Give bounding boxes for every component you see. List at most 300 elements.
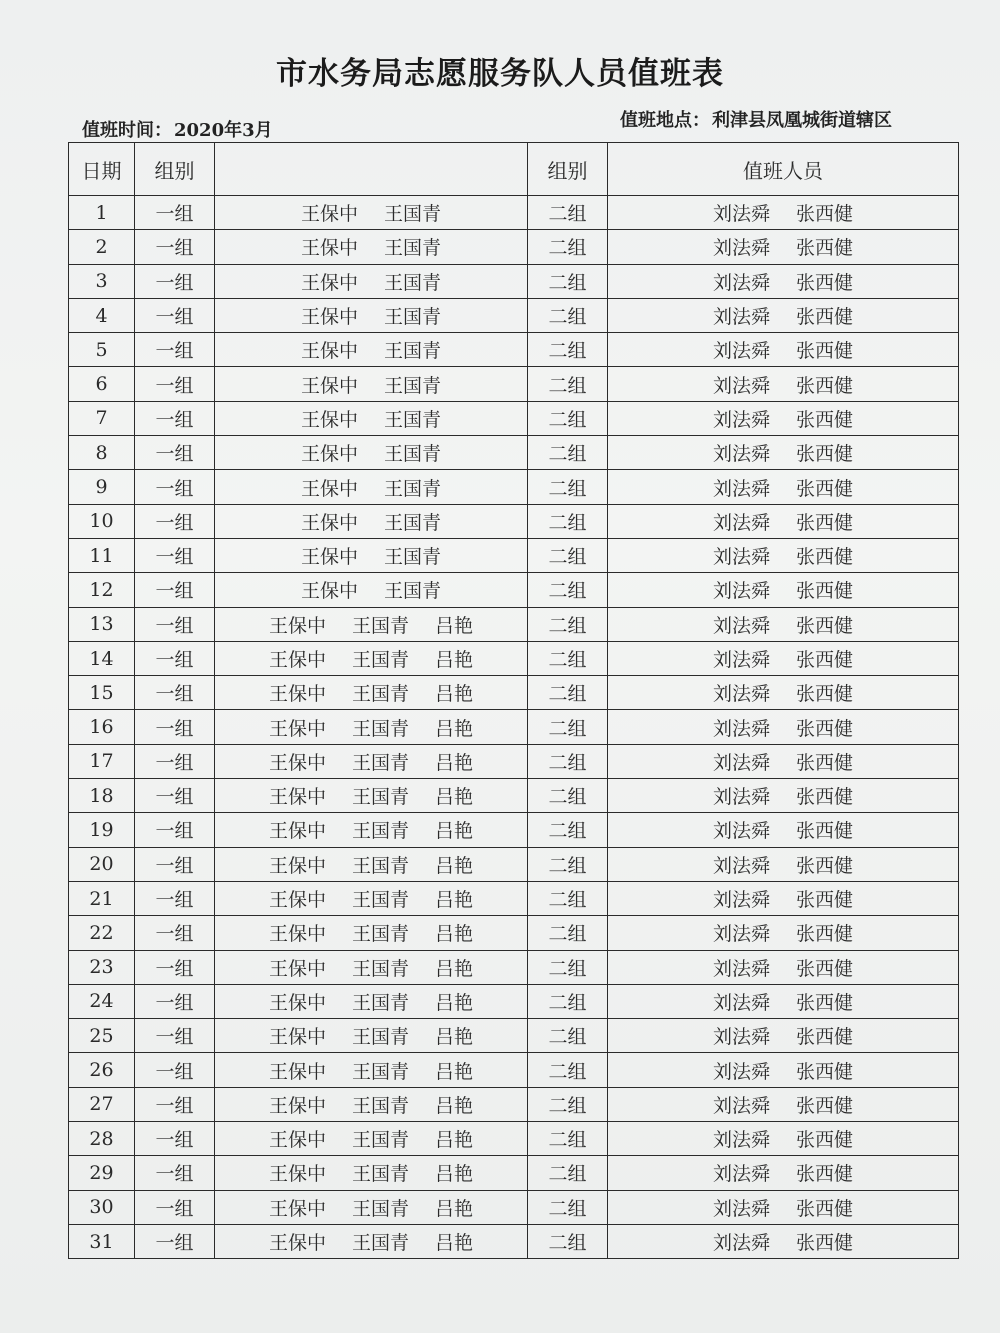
staff1-cell	[215, 1053, 528, 1087]
group1-cell: 一组	[135, 916, 215, 950]
staff-name: 刘法舜	[712, 820, 770, 843]
staff-name: 刘法舜	[712, 614, 770, 637]
staff2-cell	[608, 1019, 959, 1053]
group2-cell: 二组	[528, 881, 608, 915]
staff-name: 王国青	[384, 511, 442, 534]
staff2-cell	[608, 607, 959, 641]
staff-name: 张西健	[796, 820, 854, 843]
day-cell: 23	[69, 950, 135, 984]
table-row	[69, 984, 959, 1018]
day-cell: 27	[69, 1087, 135, 1121]
table-row	[69, 298, 959, 332]
group2-cell: 二组	[528, 950, 608, 984]
group2-cell: 二组	[528, 230, 608, 264]
table-row	[69, 1224, 959, 1258]
staff-name: 王国青	[351, 717, 409, 740]
header-date: 日期	[69, 143, 135, 196]
group2-cell: 二组	[528, 333, 608, 367]
staff1-cell	[215, 744, 528, 778]
table-row	[69, 367, 959, 401]
group1-cell: 一组	[135, 401, 215, 435]
staff-name: 吕艳	[435, 957, 474, 980]
day-cell: 17	[69, 744, 135, 778]
group1-cell: 一组	[135, 1087, 215, 1121]
table-row	[69, 881, 959, 915]
staff-name: 吕艳	[435, 1197, 474, 1220]
staff-name: 刘法舜	[712, 957, 770, 980]
group1-cell: 一组	[135, 1224, 215, 1258]
staff1-cell	[215, 676, 528, 710]
staff-name: 刘法舜	[712, 717, 770, 740]
staff-name: 王国青	[351, 991, 409, 1014]
staff2-cell	[608, 744, 959, 778]
staff-name: 王保中	[268, 614, 326, 637]
staff-name: 王保中	[268, 1026, 326, 1049]
staff1-cell	[215, 779, 528, 813]
staff-name: 王保中	[268, 889, 326, 912]
staff-name: 吕艳	[435, 786, 474, 809]
staff-name: 张西健	[796, 889, 854, 912]
staff-name: 吕艳	[435, 1129, 474, 1152]
group2-cell: 二组	[528, 779, 608, 813]
staff-name: 刘法舜	[712, 580, 770, 603]
staff-name: 吕艳	[435, 1163, 474, 1186]
group1-cell: 一组	[135, 813, 215, 847]
staff-name: 张西健	[796, 374, 854, 397]
group1-cell: 一组	[135, 1122, 215, 1156]
staff-name: 刘法舜	[712, 1094, 770, 1117]
staff-name: 刘法舜	[712, 477, 770, 500]
staff-name: 刘法舜	[712, 1060, 770, 1083]
staff1-cell	[215, 1156, 528, 1190]
day-cell: 16	[69, 710, 135, 744]
staff-name: 吕艳	[435, 1026, 474, 1049]
staff-name: 张西健	[796, 1197, 854, 1220]
staff-name: 刘法舜	[712, 1026, 770, 1049]
staff1-cell	[215, 230, 528, 264]
group1-cell: 一组	[135, 230, 215, 264]
day-cell: 24	[69, 984, 135, 1018]
staff-name: 王保中	[268, 1129, 326, 1152]
staff1-cell	[215, 641, 528, 675]
staff-name: 吕艳	[435, 923, 474, 946]
day-cell: 2	[69, 230, 135, 264]
staff-name: 王保中	[268, 1197, 326, 1220]
staff-name: 刘法舜	[712, 923, 770, 946]
table-row	[69, 744, 959, 778]
group1-cell: 一组	[135, 676, 215, 710]
staff-name: 吕艳	[435, 1060, 474, 1083]
group2-cell: 二组	[528, 504, 608, 538]
group2-cell: 二组	[528, 264, 608, 298]
group2-cell: 二组	[528, 538, 608, 572]
day-cell: 1	[69, 196, 135, 230]
staff1-cell	[215, 538, 528, 572]
staff-name: 王国青	[351, 1026, 409, 1049]
staff-name: 张西健	[796, 717, 854, 740]
group1-cell: 一组	[135, 847, 215, 881]
group2-cell: 二组	[528, 401, 608, 435]
group1-cell: 一组	[135, 1156, 215, 1190]
staff-name: 王国青	[384, 237, 442, 260]
table-row	[69, 1087, 959, 1121]
staff1-cell	[215, 196, 528, 230]
day-cell: 5	[69, 333, 135, 367]
table-row	[69, 401, 959, 435]
day-cell: 3	[69, 264, 135, 298]
staff2-cell	[608, 950, 959, 984]
group1-cell: 一组	[135, 1190, 215, 1224]
staff-name: 王保中	[300, 306, 358, 329]
staff-name: 刘法舜	[712, 271, 770, 294]
staff1-cell	[215, 573, 528, 607]
day-cell: 31	[69, 1224, 135, 1258]
group1-cell: 一组	[135, 504, 215, 538]
staff1-cell	[215, 916, 528, 950]
staff-name: 王国青	[384, 408, 442, 431]
staff-name: 吕艳	[435, 820, 474, 843]
staff2-cell	[608, 813, 959, 847]
staff-name: 张西健	[796, 477, 854, 500]
staff2-cell	[608, 264, 959, 298]
staff-name: 王国青	[351, 1094, 409, 1117]
staff-name: 张西健	[796, 1129, 854, 1152]
table-row	[69, 333, 959, 367]
group2-cell: 二组	[528, 470, 608, 504]
header-group2: 组别	[528, 143, 608, 196]
table-row	[69, 813, 959, 847]
staff2-cell	[608, 779, 959, 813]
staff2-cell	[608, 1053, 959, 1087]
group2-cell: 二组	[528, 573, 608, 607]
duty-time-value: 2020年3月	[174, 120, 273, 141]
day-cell: 13	[69, 607, 135, 641]
staff2-cell	[608, 1156, 959, 1190]
staff-name: 王保中	[300, 340, 358, 363]
staff2-cell	[608, 196, 959, 230]
group1-cell: 一组	[135, 744, 215, 778]
staff1-cell	[215, 264, 528, 298]
group2-cell: 二组	[528, 676, 608, 710]
table-row	[69, 573, 959, 607]
staff-name: 王国青	[351, 1232, 409, 1255]
table-row	[69, 950, 959, 984]
staff-name: 王保中	[268, 1060, 326, 1083]
staff-name: 王保中	[300, 546, 358, 569]
staff2-cell	[608, 1224, 959, 1258]
staff-name: 张西健	[796, 203, 854, 226]
group1-cell: 一组	[135, 1019, 215, 1053]
staff-name: 王国青	[351, 923, 409, 946]
staff-name: 张西健	[796, 854, 854, 877]
staff1-cell	[215, 710, 528, 744]
staff-name: 王保中	[300, 511, 358, 534]
staff-name: 张西健	[796, 991, 854, 1014]
day-cell: 19	[69, 813, 135, 847]
staff-name: 张西健	[796, 408, 854, 431]
group1-cell: 一组	[135, 1053, 215, 1087]
staff2-cell	[608, 641, 959, 675]
staff-name: 张西健	[796, 511, 854, 534]
table-row	[69, 470, 959, 504]
staff-name: 刘法舜	[712, 408, 770, 431]
staff2-cell	[608, 847, 959, 881]
staff-name: 张西健	[796, 1232, 854, 1255]
staff1-cell	[215, 401, 528, 435]
staff-name: 王国青	[384, 340, 442, 363]
group1-cell: 一组	[135, 264, 215, 298]
group2-cell: 二组	[528, 1053, 608, 1087]
group1-cell: 一组	[135, 538, 215, 572]
staff-name: 吕艳	[435, 614, 474, 637]
day-cell: 15	[69, 676, 135, 710]
staff-name: 刘法舜	[712, 1129, 770, 1152]
group1-cell: 一组	[135, 573, 215, 607]
staff1-cell	[215, 1190, 528, 1224]
duty-place-value: 利津县凤凰城街道辖区	[712, 110, 892, 131]
staff-name: 王保中	[300, 580, 358, 603]
staff-name: 王国青	[351, 751, 409, 774]
day-cell: 26	[69, 1053, 135, 1087]
staff-name: 王保中	[300, 237, 358, 260]
group1-cell: 一组	[135, 641, 215, 675]
staff-name: 刘法舜	[712, 511, 770, 534]
staff-name: 王保中	[268, 649, 326, 671]
staff-name: 刘法舜	[712, 786, 770, 809]
staff-name: 张西健	[796, 271, 854, 294]
staff-name: 刘法舜	[712, 546, 770, 569]
staff2-cell	[608, 436, 959, 470]
staff-name: 吕艳	[435, 1094, 474, 1117]
table-row	[69, 847, 959, 881]
staff-name: 张西健	[796, 580, 854, 603]
staff-name: 刘法舜	[712, 991, 770, 1014]
header-group1: 组别	[135, 143, 215, 196]
staff-name: 吕艳	[435, 649, 474, 671]
group2-cell: 二组	[528, 436, 608, 470]
day-cell: 6	[69, 367, 135, 401]
table-header-row	[69, 143, 959, 196]
staff-name: 张西健	[796, 751, 854, 774]
table-row	[69, 607, 959, 641]
group1-cell: 一组	[135, 984, 215, 1018]
staff-name: 王国青	[351, 649, 409, 671]
staff-name: 张西健	[796, 1026, 854, 1049]
group1-cell: 一组	[135, 470, 215, 504]
group2-cell: 二组	[528, 641, 608, 675]
day-cell: 22	[69, 916, 135, 950]
staff2-cell	[608, 298, 959, 332]
staff-name: 王保中	[268, 991, 326, 1014]
staff-name: 刘法舜	[712, 751, 770, 774]
staff-name: 王保中	[268, 786, 326, 809]
staff-name: 张西健	[796, 237, 854, 260]
group2-cell: 二组	[528, 607, 608, 641]
staff-name: 张西健	[796, 546, 854, 569]
duty-time-label: 值班时间：	[82, 120, 172, 141]
staff-name: 吕艳	[435, 889, 474, 912]
table-row	[69, 641, 959, 675]
day-cell: 10	[69, 504, 135, 538]
group2-cell: 二组	[528, 1156, 608, 1190]
staff2-cell	[608, 538, 959, 572]
staff-name: 王保中	[268, 820, 326, 843]
staff-name: 王保中	[268, 1163, 326, 1186]
day-cell: 7	[69, 401, 135, 435]
staff-name: 王国青	[384, 306, 442, 329]
table-row	[69, 1122, 959, 1156]
staff1-cell	[215, 1087, 528, 1121]
staff-name: 张西健	[796, 1060, 854, 1083]
group2-cell: 二组	[528, 1087, 608, 1121]
day-cell: 12	[69, 573, 135, 607]
staff2-cell	[608, 916, 959, 950]
staff-name: 王国青	[384, 271, 442, 294]
staff1-cell	[215, 333, 528, 367]
staff-name: 王国青	[384, 580, 442, 603]
staff-name: 王保中	[268, 854, 326, 877]
duty-place	[618, 106, 892, 132]
staff-name: 张西健	[796, 340, 854, 363]
staff1-cell	[215, 607, 528, 641]
staff-name: 王保中	[268, 717, 326, 740]
staff-name: 王国青	[351, 683, 409, 706]
group1-cell: 一组	[135, 607, 215, 641]
staff-name: 刘法舜	[712, 1163, 770, 1186]
group2-cell: 二组	[528, 847, 608, 881]
duty-roster-table	[68, 142, 959, 1259]
staff-name: 吕艳	[435, 991, 474, 1014]
staff1-cell	[215, 367, 528, 401]
staff2-cell	[608, 881, 959, 915]
staff1-cell	[215, 1019, 528, 1053]
staff-name: 吕艳	[435, 717, 474, 740]
staff-name: 王国青	[351, 889, 409, 912]
staff-name: 刘法舜	[712, 306, 770, 329]
staff-name: 张西健	[796, 957, 854, 980]
staff-name: 刘法舜	[712, 443, 770, 466]
group2-cell: 二组	[528, 1224, 608, 1258]
day-cell: 28	[69, 1122, 135, 1156]
group1-cell: 一组	[135, 710, 215, 744]
staff2-cell	[608, 676, 959, 710]
group2-cell: 二组	[528, 813, 608, 847]
staff-name: 刘法舜	[712, 203, 770, 226]
staff1-cell	[215, 950, 528, 984]
table-row	[69, 1190, 959, 1224]
staff-name: 王国青	[384, 477, 442, 500]
staff1-cell	[215, 436, 528, 470]
staff-name: 张西健	[796, 649, 854, 671]
day-cell: 21	[69, 881, 135, 915]
day-cell: 29	[69, 1156, 135, 1190]
day-cell: 11	[69, 538, 135, 572]
staff-name: 王国青	[351, 1163, 409, 1186]
staff-name: 张西健	[796, 683, 854, 706]
staff-name: 刘法舜	[712, 340, 770, 363]
group2-cell: 二组	[528, 1019, 608, 1053]
staff-name: 王保中	[300, 374, 358, 397]
staff-name: 张西健	[796, 443, 854, 466]
group2-cell: 二组	[528, 1190, 608, 1224]
day-cell: 20	[69, 847, 135, 881]
staff-name: 王国青	[384, 443, 442, 466]
staff-name: 王国青	[351, 614, 409, 637]
staff-name: 吕艳	[435, 751, 474, 774]
staff2-cell	[608, 984, 959, 1018]
staff2-cell	[608, 710, 959, 744]
group1-cell: 一组	[135, 950, 215, 984]
day-cell: 18	[69, 779, 135, 813]
staff-name: 刘法舜	[712, 1197, 770, 1220]
group1-cell: 一组	[135, 367, 215, 401]
group2-cell: 二组	[528, 984, 608, 1018]
staff-name: 刘法舜	[712, 683, 770, 706]
table-row	[69, 1053, 959, 1087]
staff1-cell	[215, 847, 528, 881]
group1-cell: 一组	[135, 881, 215, 915]
duty-time	[80, 116, 273, 142]
staff2-cell	[608, 401, 959, 435]
table-row	[69, 1156, 959, 1190]
table-row	[69, 264, 959, 298]
staff-name: 王国青	[384, 374, 442, 397]
staff-name: 王保中	[268, 923, 326, 946]
staff-name: 刘法舜	[712, 1232, 770, 1255]
day-cell: 14	[69, 641, 135, 675]
table-row	[69, 779, 959, 813]
group2-cell: 二组	[528, 744, 608, 778]
staff2-cell	[608, 573, 959, 607]
staff1-cell	[215, 813, 528, 847]
group2-cell: 二组	[528, 1122, 608, 1156]
staff1-cell	[215, 1224, 528, 1258]
staff1-cell	[215, 504, 528, 538]
staff-name: 张西健	[796, 923, 854, 946]
header-staff2: 值班人员	[608, 143, 959, 196]
staff-name: 张西健	[796, 306, 854, 329]
table-row	[69, 436, 959, 470]
staff-name: 王保中	[300, 477, 358, 500]
group1-cell: 一组	[135, 779, 215, 813]
staff-name: 刘法舜	[712, 237, 770, 260]
group2-cell: 二组	[528, 367, 608, 401]
group2-cell: 二组	[528, 916, 608, 950]
staff-name: 吕艳	[435, 1232, 474, 1255]
staff-name: 王国青	[351, 1060, 409, 1083]
staff-name: 王保中	[268, 1232, 326, 1255]
staff-name: 刘法舜	[712, 649, 770, 671]
staff2-cell	[608, 333, 959, 367]
table-row	[69, 538, 959, 572]
staff-name: 王保中	[268, 751, 326, 774]
staff-name: 张西健	[796, 1094, 854, 1117]
staff-name: 王保中	[300, 203, 358, 226]
table-row	[69, 196, 959, 230]
group2-cell: 二组	[528, 710, 608, 744]
staff2-cell	[608, 1122, 959, 1156]
staff1-cell	[215, 470, 528, 504]
staff-name: 王保中	[268, 683, 326, 706]
staff-name: 王保中	[268, 957, 326, 980]
table-row	[69, 710, 959, 744]
staff-name: 王国青	[351, 820, 409, 843]
staff-name: 王保中	[300, 408, 358, 431]
staff-name: 王国青	[384, 546, 442, 569]
staff1-cell	[215, 1122, 528, 1156]
staff-name: 王国青	[351, 854, 409, 877]
header-staff1	[215, 143, 528, 196]
